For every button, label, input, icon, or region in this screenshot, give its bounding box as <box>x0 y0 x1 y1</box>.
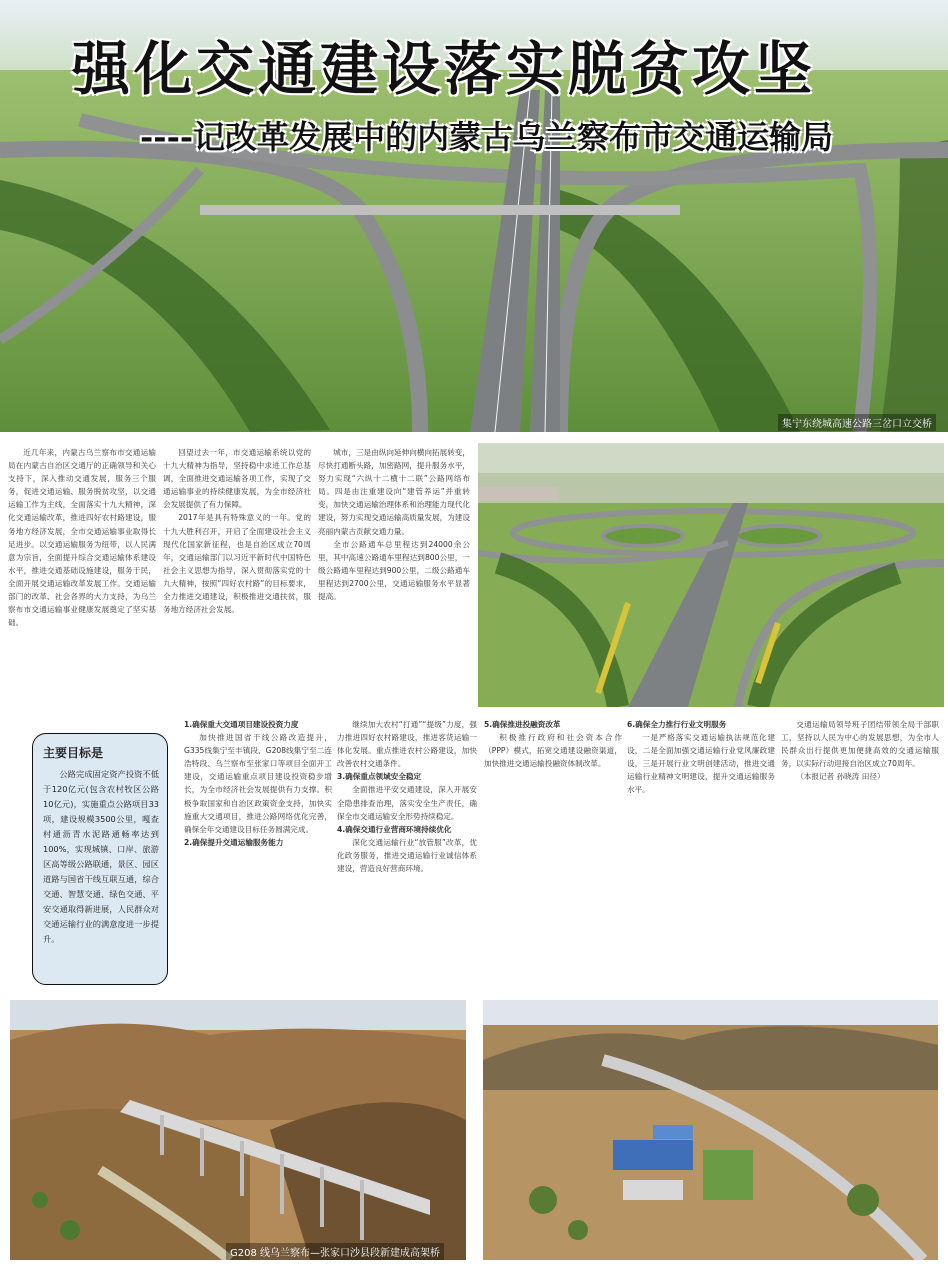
page-title: 强化交通建设落实脱贫攻坚 <box>72 35 817 103</box>
article-column-4 <box>184 718 332 973</box>
construction-photo <box>483 1000 938 1260</box>
goal-title: 主要目标是 <box>43 746 104 760</box>
article-column-2 <box>163 446 311 696</box>
article-paragraph: 一是严格落实交通运输执法规范化建设，二是全面加强交通运输行业党风廉政建设，三是开展行业文明创建活动，推进交通运输行业精神文明建设，提升交通运输服务水平。 <box>627 733 775 795</box>
article-column-5 <box>337 718 477 973</box>
section-heading: 1.确保重大交通项目建设投资力度 <box>184 720 299 729</box>
bridge-photo <box>10 1000 466 1260</box>
article-paragraph: 继续加大农村“打通”“提级”力度，强力推进四好农村路建设，推进客货运输一体化发展。重点推进农村公路建设，加快改善农村交通条件。 <box>337 720 477 769</box>
interchange-photo <box>478 443 944 707</box>
section-heading: 5.确保推进投融资改革 <box>484 720 561 729</box>
article-paragraph: 加快推进国省干线公路改造提升，G335线集宁至丰镇段、G208线集宁至二连浩特段、乌兰察布至张家口等项目全面开工建设，交通运输重点项目建设投资稳步增长，为全市经济社会发展提供有力支撑。积极争取国家和自治区政策资金支持，加快实施重大交通项目，推进公路网络优化完善，确保全年交通建设目标任务圆满完成。 <box>184 733 332 834</box>
section-heading: 2.确保提升交通运输服务能力 <box>184 837 284 847</box>
article-column-1 <box>8 446 156 696</box>
section-heading: 3.确保重点领域安全稳定 <box>337 772 422 782</box>
hero-caption: 集宁东绕城高速公路三岔口立交桥 <box>778 414 936 431</box>
bridge-caption: G208 线乌兰察布—张家口沙县段新建成高架桥 <box>226 1243 444 1260</box>
article-paragraph: 积极推行政府和社会资本合作（PPP）模式，拓宽交通建设融资渠道，加快推进交通运输投融资体制改革。 <box>484 733 622 769</box>
article-paragraph: 全市公路通车总里程达到24000余公里，其中高速公路通车里程达到800公里，一级公路通车里程达到900公里，二级公路通车里程达到2700公里，交通运输服务水平显著提高。 <box>318 539 470 602</box>
article-paragraph: 深化交通运输行业“放管服”改革，优化政务服务，推进交通运输行业诚信体系建设，营造良好营商环境。 <box>337 837 477 874</box>
article-paragraph: 近几年来，内蒙古乌兰察布市交通运输局在内蒙古自治区交通厅的正确领导和关心支持下，深入推动交通发展，服务三个服务，促进交通运输、服务脱贫攻坚，以交通运输工作为主线，全面落实十九大精神，深化交通运输改革，推进四好农村路建设，服务地方经济发展，全市交通运输事业取得长足进步。以交通运输服务为纽带，以人民满意为宗旨，全面提升综合交通运输体系建设水平，推进交通基础设施建设，服务于民，全面开展交通运输改革发展工作。交通运输部门的改革、社会各界的大力支持，为乌兰察布市交通运输事业健康发展奠定了坚实基础。 <box>8 448 156 628</box>
article-paragraph: 回望过去一年，市交通运输系统以党的十九大精神为指导，坚持稳中求进工作总基调，全面推进交通运输各项工作，实现了交通运输事业的持续健康发展，为全市经济社会发展提供了有力保障。 <box>163 448 311 510</box>
article-column-8 <box>781 718 939 973</box>
article-column-7 <box>627 718 775 973</box>
goal-text: 公路完成固定资产投资不低于120亿元(包含农村牧区公路10亿元)，实施重点公路项目33项，建设规模3500公里，嘎查村通沥青水泥路通畅率达到100%，实现城镇、口岸、旅游区高等级公路联通，景区、园区道路与国省干线互联互通，综合交通、智慧交通、绿色交通、平安交通取得新进展，人民群众对交通运输行业的满意度进一步提升。 <box>43 769 159 944</box>
section-heading: 4.确保交通行业营商环境持续优化 <box>337 824 452 834</box>
byline: （本报记者 孙晓涛 田径） <box>796 772 885 782</box>
article-paragraph: 城市，三是由纵向延伸向横向拓展转变，尽快打通断头路，加密路网，提升服务水平，努力实现“六纵十二横十二联”公路网络布局。四是由注重建设向“建管养运”并重转变，加快交通运输治理体系和治理能力现代化建设，努力实现交通运输高质量发展，为建设亮丽内蒙古贡献交通力量。 <box>318 448 470 536</box>
page-subtitle: ----记改革发展中的内蒙古乌兰察布市交通运输局 <box>140 118 834 156</box>
section-heading: 6.确保全力推行行业文明服务 <box>627 720 727 729</box>
article-paragraph: 交通运输局领导班子团结带领全局干部职工，坚持以人民为中心的发展思想，为全市人民群众出行提供更加便捷高效的交通运输服务，以实际行动迎接自治区成立70周年。 <box>781 720 939 769</box>
article-paragraph: 2017年是具有特殊意义的一年。党的十九大胜利召开，开启了全面建设社会主义现代化国家新征程，也是自治区成立70周年，交通运输部门以习近平新时代中国特色社会主义思想为指导，深入贯彻落实党的十九大精神，按照“四好农村路”的目标要求，全力推进交通建设，积极推进交通扶贫，服务地方经济社会发展。 <box>163 513 311 615</box>
article-paragraph: 全面推进平安交通建设，深入开展安全隐患排查治理，落实安全生产责任，确保全市交通运输安全形势持续稳定。 <box>337 785 477 821</box>
goal-box <box>32 733 168 985</box>
article-column-6 <box>484 718 622 973</box>
article-column-3 <box>318 446 470 696</box>
